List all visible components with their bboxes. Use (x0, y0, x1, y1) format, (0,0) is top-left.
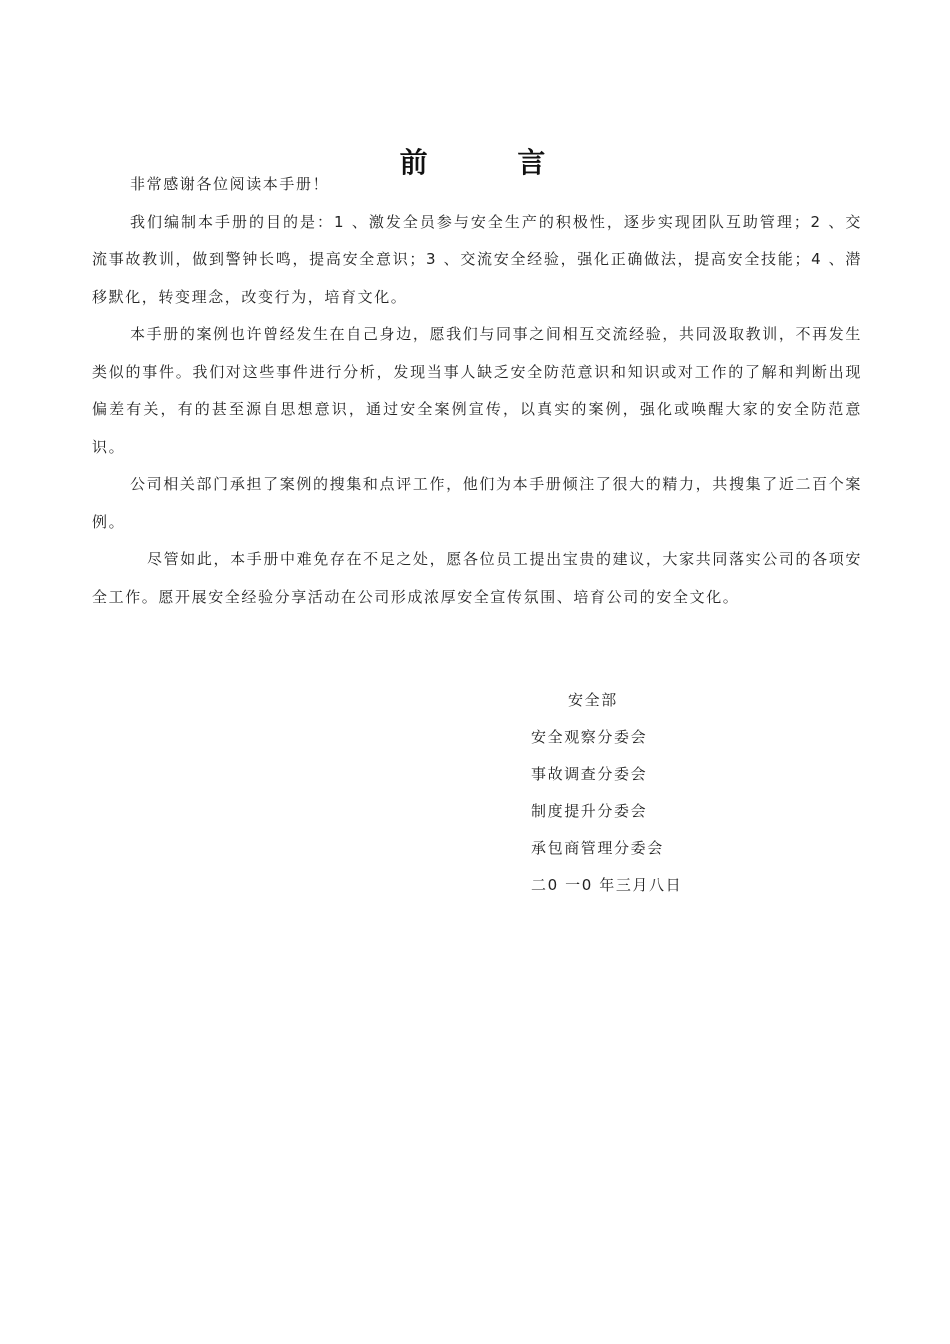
paragraph-greeting: 非常感谢各位阅读本手册！ (130, 175, 330, 193)
signature-date: 二0 一0 年三月八日 (531, 876, 683, 894)
page-title: 前 言 (399, 145, 586, 179)
paragraph-closing: 尽管如此，本手册中难免存在不足之处，愿各位员工提出宝贵的建议，大家共同落实公司的各项安全工作。愿开展安全经验分享活动在公司形成浓厚安全宣传氛围、培育公司的安全文化。 (92, 550, 862, 606)
preface-body (92, 166, 862, 616)
signature-committee: 事故调查分委会 (531, 765, 648, 783)
signature-committee: 制度提升分委会 (531, 802, 648, 820)
signature-committee: 承包商管理分委会 (531, 839, 664, 857)
signature-committee: 安全观察分委会 (531, 728, 648, 746)
signature-department: 安全部 (568, 691, 618, 709)
paragraph-collection: 公司相关部门承担了案例的搜集和点评工作，他们为本手册倾注了很大的精力，共搜集了近二百个案例。 (92, 475, 862, 531)
paragraph-purpose: 我们编制本手册的目的是：1 、激发全员参与安全生产的积极性，逐步实现团队互助管理；2 、交流事故教训，做到警钟长鸣，提高安全意识；3 、交流安全经验，强化正确做法，提高安全技能；4 、潜移默化，转变理念，改变行为，培育文化。 (92, 212, 862, 306)
signature-block (531, 682, 682, 904)
paragraph-cases: 本手册的案例也许曾经发生在自己身边，愿我们与同事之间相互交流经验，共同汲取教训，不再发生类似的事件。我们对这些事件进行分析，发现当事人缺乏安全防范意识和知识或对工作的了解和判断出现偏差有关，有的甚至源自思想意识，通过安全案例宣传，以真实的案例，强化或唤醒大家的安全防范意识。 (92, 325, 862, 456)
